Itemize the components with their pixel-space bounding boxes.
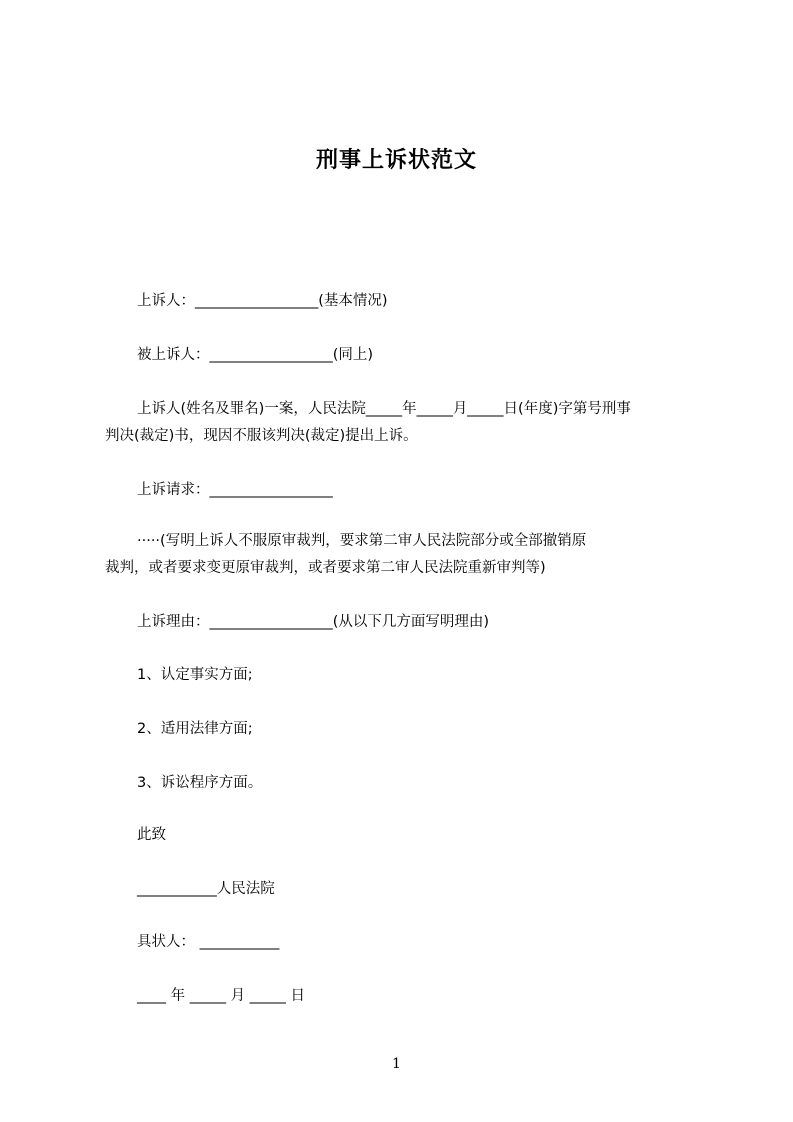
request-detail-line-1: ·····(写明上诉人不服原审裁判，要求第二审人民法院部分或全部撤销原 [137, 533, 587, 549]
request-line: 上诉请求：_________________ [137, 482, 333, 498]
page-number: 1 [392, 1056, 401, 1072]
reason-item-facts: 1、认定事实方面; [137, 667, 253, 683]
case-intro-line-1: 上诉人(姓名及罪名)一案，人民法院_____年_____月_____日(年度)字第号刑事 [137, 401, 631, 417]
date-line: ____ 年 _____ 月 _____ 日 [137, 988, 306, 1004]
document-title: 刑事上诉状范文 [315, 148, 477, 173]
closing-salutation: 此致 [137, 827, 166, 843]
court-line: ___________人民法院 [137, 881, 275, 897]
case-intro-line-2: 判决(裁定)书，现因不服该判决(裁定)提出上诉。 [105, 428, 418, 444]
signer-line: 具状人： ___________ [137, 934, 280, 950]
reason-item-procedure: 3、诉讼程序方面。 [137, 775, 263, 791]
reason-line: 上诉理由：_________________(从以下几方面写明理由) [137, 614, 490, 630]
request-detail-line-2: 裁判，或者要求变更原审裁判，或者要求第二审人民法院重新审判等) [105, 560, 546, 576]
reason-item-law: 2、适用法律方面; [137, 721, 253, 737]
appellee-line: 被上诉人：_________________(同上) [137, 347, 374, 363]
appellant-line: 上诉人：_________________(基本情况) [137, 293, 388, 309]
